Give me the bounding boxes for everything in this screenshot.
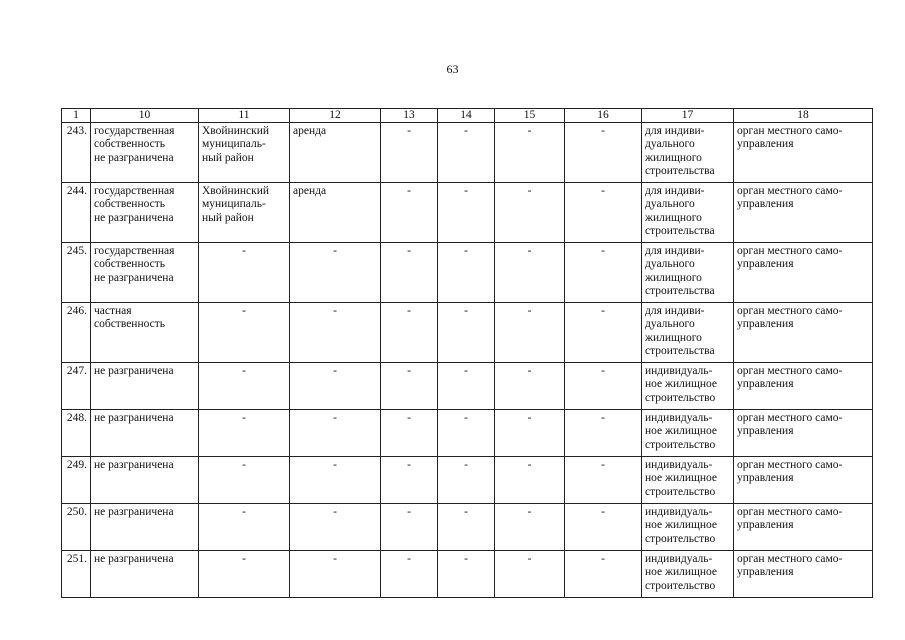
table-cell: -	[381, 504, 438, 551]
ownership-cell: не разграничена	[91, 504, 199, 551]
table-row	[62, 123, 873, 183]
table-cell: -	[438, 123, 495, 183]
right-type-cell: аренда	[290, 183, 381, 243]
table-cell: -	[381, 123, 438, 183]
column-header: 11	[199, 109, 290, 123]
table-cell: -	[438, 303, 495, 363]
right-type-cell: -	[290, 504, 381, 551]
table-row	[62, 183, 873, 243]
land-use-cell: для индиви- дуального жилищного строительства	[642, 123, 734, 183]
table-cell: -	[438, 410, 495, 457]
table-row	[62, 504, 873, 551]
land-use-cell: для индиви- дуального жилищного строительства	[642, 243, 734, 303]
table-row	[62, 410, 873, 457]
ownership-cell: частная собственность	[91, 303, 199, 363]
table-cell: -	[565, 123, 642, 183]
table-cell: -	[495, 551, 565, 598]
right-type-cell: -	[290, 410, 381, 457]
column-header: 16	[565, 109, 642, 123]
ownership-cell: не разграничена	[91, 551, 199, 598]
table-row	[62, 363, 873, 410]
row-number: 249.	[62, 457, 91, 504]
right-type-cell: -	[290, 363, 381, 410]
table-cell: -	[438, 457, 495, 504]
land-use-cell: для индиви- дуального жилищного строительства	[642, 183, 734, 243]
table-cell: -	[565, 504, 642, 551]
table-cell: -	[565, 410, 642, 457]
column-header: 18	[734, 109, 873, 123]
table-cell: -	[438, 504, 495, 551]
owner-cell: -	[199, 303, 290, 363]
column-header: 17	[642, 109, 734, 123]
table-cell: -	[495, 504, 565, 551]
page-number: 63	[446, 62, 459, 76]
authority-cell: орган местного само- управления	[734, 410, 873, 457]
row-number: 250.	[62, 504, 91, 551]
ownership-cell: государственная собственность не разграничена	[91, 183, 199, 243]
owner-cell: -	[199, 243, 290, 303]
table-row	[62, 457, 873, 504]
authority-cell: орган местного само- управления	[734, 303, 873, 363]
table-cell: -	[381, 551, 438, 598]
right-type-cell: -	[290, 551, 381, 598]
table-cell: -	[381, 183, 438, 243]
table-row	[62, 303, 873, 363]
table-cell: -	[565, 303, 642, 363]
column-header: 14	[438, 109, 495, 123]
column-header: 13	[381, 109, 438, 123]
table-cell: -	[495, 123, 565, 183]
table-cell: -	[438, 183, 495, 243]
ownership-cell: не разграничена	[91, 363, 199, 410]
right-type-cell: аренда	[290, 123, 381, 183]
authority-cell: орган местного само- управления	[734, 363, 873, 410]
owner-cell: -	[199, 410, 290, 457]
authority-cell: орган местного само- управления	[734, 243, 873, 303]
header-row	[62, 109, 873, 123]
right-type-cell: -	[290, 303, 381, 363]
right-type-cell: -	[290, 243, 381, 303]
row-number: 246.	[62, 303, 91, 363]
table-cell: -	[495, 410, 565, 457]
row-number: 243.	[62, 123, 91, 183]
table-cell: -	[495, 303, 565, 363]
authority-cell: орган местного само- управления	[734, 457, 873, 504]
right-type-cell: -	[290, 457, 381, 504]
row-number: 247.	[62, 363, 91, 410]
table-cell: -	[381, 410, 438, 457]
owner-cell: -	[199, 363, 290, 410]
table-row	[62, 551, 873, 598]
table-cell: -	[381, 457, 438, 504]
table-cell: -	[495, 457, 565, 504]
land-registry-table	[61, 108, 873, 598]
land-use-cell: индивидуаль- ное жилищное строительство	[642, 457, 734, 504]
owner-cell: -	[199, 457, 290, 504]
table-cell: -	[565, 363, 642, 410]
table-row	[62, 243, 873, 303]
column-header: 12	[290, 109, 381, 123]
owner-cell: Хвойнинский муниципаль- ный район	[199, 183, 290, 243]
column-header: 10	[91, 109, 199, 123]
land-use-cell: индивидуаль- ное жилищное строительство	[642, 504, 734, 551]
ownership-cell: не разграничена	[91, 457, 199, 504]
table-cell: -	[565, 183, 642, 243]
table-cell: -	[438, 243, 495, 303]
table-cell: -	[381, 363, 438, 410]
row-number: 244.	[62, 183, 91, 243]
land-use-cell: для индиви- дуального жилищного строительства	[642, 303, 734, 363]
ownership-cell: государственная собственность не разграничена	[91, 243, 199, 303]
table-cell: -	[495, 243, 565, 303]
owner-cell: -	[199, 551, 290, 598]
authority-cell: орган местного само- управления	[734, 551, 873, 598]
table-cell: -	[495, 363, 565, 410]
table-cell: -	[565, 457, 642, 504]
authority-cell: орган местного само- управления	[734, 504, 873, 551]
table-cell: -	[495, 183, 565, 243]
table-cell: -	[438, 551, 495, 598]
authority-cell: орган местного само- управления	[734, 183, 873, 243]
owner-cell: -	[199, 504, 290, 551]
column-header: 15	[495, 109, 565, 123]
row-number: 245.	[62, 243, 91, 303]
owner-cell: Хвойнинский муниципаль- ный район	[199, 123, 290, 183]
land-use-cell: индивидуаль- ное жилищное строительство	[642, 410, 734, 457]
column-header: 1	[62, 109, 91, 123]
authority-cell: орган местного само- управления	[734, 123, 873, 183]
ownership-cell: не разграничена	[91, 410, 199, 457]
table-cell: -	[438, 363, 495, 410]
land-use-cell: индивидуаль- ное жилищное строительство	[642, 363, 734, 410]
row-number: 248.	[62, 410, 91, 457]
ownership-cell: государственная собственность не разграничена	[91, 123, 199, 183]
land-use-cell: индивидуаль- ное жилищное строительство	[642, 551, 734, 598]
table-cell: -	[381, 303, 438, 363]
table-cell: -	[565, 551, 642, 598]
row-number: 251.	[62, 551, 91, 598]
table-cell: -	[381, 243, 438, 303]
table-cell: -	[565, 243, 642, 303]
